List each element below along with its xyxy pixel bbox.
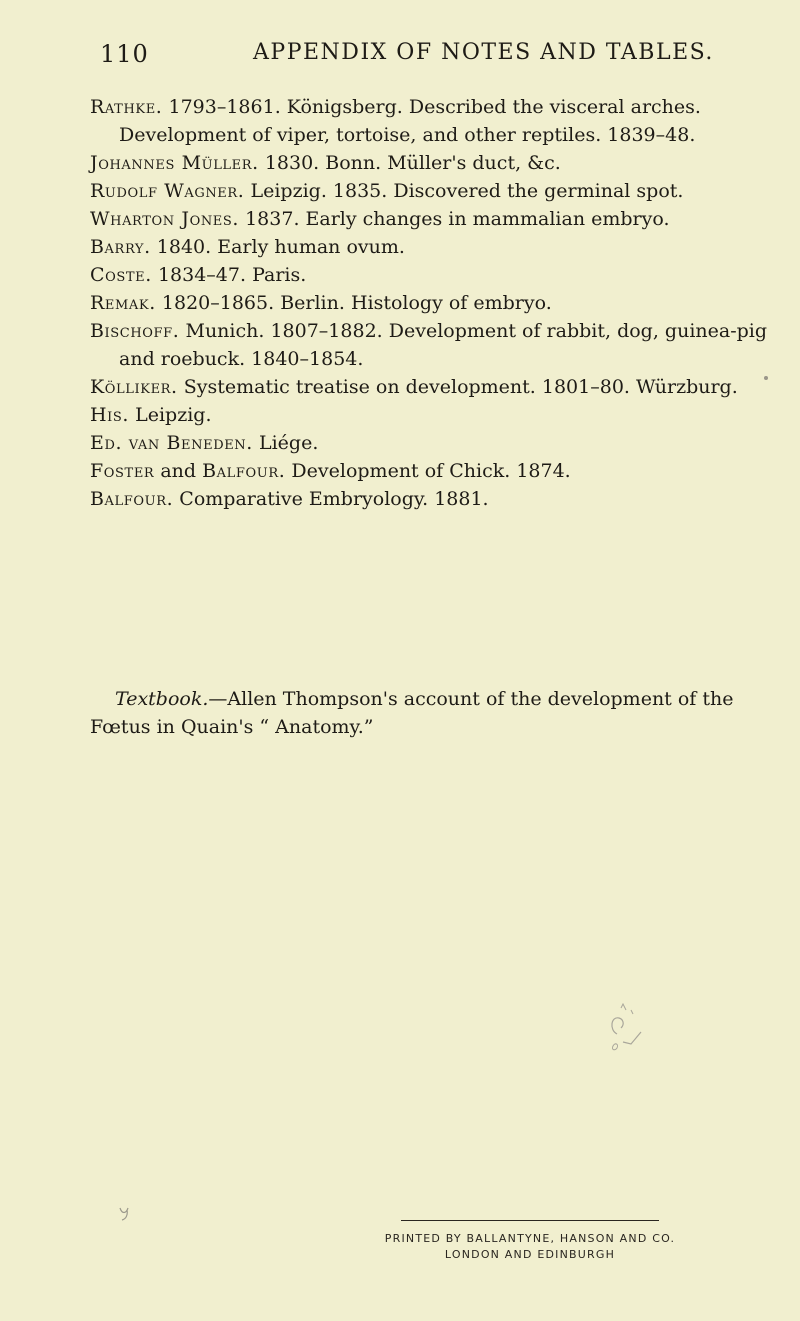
list-item (90, 177, 774, 205)
entry-text: Leipzig. 1835. Discovered the germinal spot. (250, 180, 684, 202)
pencil-scribble-icon (605, 1000, 645, 1052)
entry-text: 1840. Early human ovum. (156, 236, 405, 258)
list-item (90, 457, 774, 485)
entry-connector: and (160, 460, 197, 482)
entry-text: Development of Chick. 1874. (291, 460, 571, 482)
pencil-mark-icon (118, 1204, 132, 1222)
entry-name: His. (90, 404, 130, 426)
entry-text: 1837. Early changes in mammalian embryo. (245, 208, 670, 230)
entry-name: Johannes Müller. (90, 152, 259, 174)
entry-name: Coste. (90, 264, 152, 286)
entry-text: 1834–47. Paris. (157, 264, 307, 286)
list-item (90, 289, 774, 317)
entry-name: Barry. (90, 236, 151, 258)
entry-name: Balfour. (90, 488, 174, 510)
running-head: APPENDIX OF NOTES AND TABLES. (253, 40, 714, 65)
entry-name-second: Balfour. (202, 460, 286, 482)
imprint-rule (401, 1220, 659, 1221)
entry-text: 1793–1861. Königsberg. Described the visceral arches. Development of viper, tortoise, and other reptiles. 1839–48. (119, 96, 701, 146)
textbook-label: Textbook. (115, 688, 209, 710)
list-item (90, 373, 774, 401)
margin-dot (764, 376, 768, 380)
list-item (90, 261, 774, 289)
textbook-text: —Allen Thompson's account of the development of the Fœtus in Quain's “ Anatomy.” (90, 688, 734, 738)
list-item (90, 93, 774, 149)
entry-name: Rudolf Wagner. (90, 180, 245, 202)
embryologist-list (90, 93, 774, 513)
list-item (90, 485, 774, 513)
entry-name: Ed. van Beneden. (90, 432, 253, 454)
entry-text: 1830. Bonn. Müller's duct, &c. (264, 152, 561, 174)
entry-name: Rathke. (90, 96, 163, 118)
printer-imprint (330, 1220, 730, 1263)
list-item (90, 233, 774, 261)
entry-text: Munich. 1807–1882. Development of rabbit, dog, guinea-pig and roebuck. 1840–1854. (119, 320, 768, 370)
imprint-line-cities: LONDON AND EDINBURGH (444, 1248, 616, 1261)
list-item (90, 429, 774, 457)
page-number: 110 (100, 40, 149, 68)
entry-name: Kölliker. (90, 376, 178, 398)
list-item (90, 149, 774, 177)
entry-text: Systematic treatise on development. 1801–80. Würzburg. (183, 376, 738, 398)
entry-name: Remak. (90, 292, 156, 314)
page-header (100, 40, 740, 80)
entry-text: Liége. (258, 432, 319, 454)
list-item (90, 205, 774, 233)
entry-name: Foster (90, 460, 155, 482)
entry-text: 1820–1865. Berlin. Histology of embryo. (161, 292, 552, 314)
list-item (90, 401, 774, 429)
entry-name: Bischoff. (90, 320, 180, 342)
list-item (90, 317, 774, 373)
entry-name: Wharton Jones. (90, 208, 240, 230)
textbook-note (90, 685, 774, 741)
entry-text: Comparative Embryology. 1881. (179, 488, 489, 510)
entry-text: Leipzig. (135, 404, 212, 426)
imprint-line-printer: PRINTED BY BALLANTYNE, HANSON AND CO. (384, 1232, 676, 1245)
